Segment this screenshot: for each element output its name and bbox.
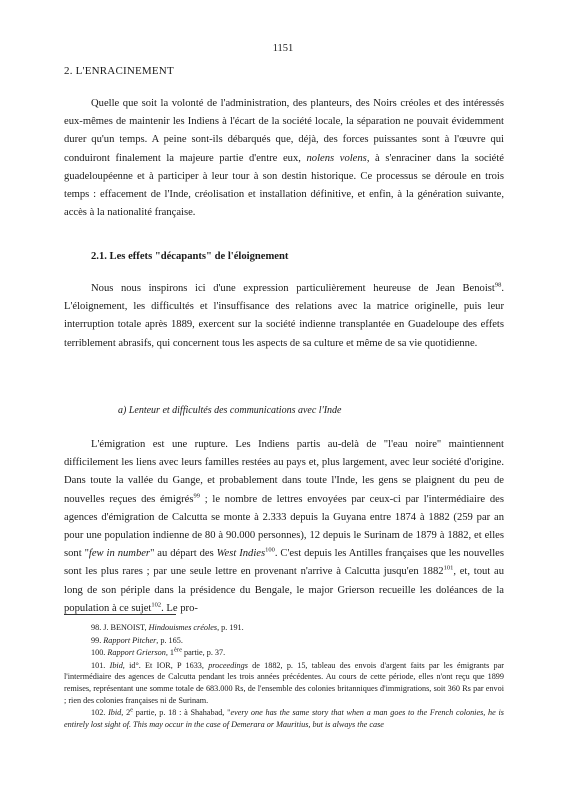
- italic-phrase: West Indies: [216, 548, 266, 560]
- footnote-99: [64, 635, 504, 647]
- paragraph-text: Quelle que soit la volonté de l'administration, des planteurs, des Noirs créoles et des intéressés eux-mêmes de maintenir les Indiens à l'écart de la société locale, la séparation ne pouvait évidemment durer qu'un temps. A peine sont-ils débarqués que, déjà, des forces puissantes sont à l'œuvre qui conduiront finalement la majeure partie d'entre eux,: [64, 98, 504, 164]
- paragraph-text: ; le nombre de lettres envoyées par ceux-ci par l'intermédiaire des agences d'émigration de Calcutta se monte à 2.333 depuis la Guyana entre 1874 à 1882 (259 par an pour une population indienne de 80 à 90.000 personnes), 12 depuis le Surinam de 1879 à 1882, et elles sont ": [64, 493, 504, 560]
- footnote-text: , id°. Et IOR, P 1633,: [122, 660, 209, 670]
- footnote-italic: Rapport Pitcher: [103, 635, 157, 645]
- footnote-101: [64, 660, 504, 706]
- footnotes: [64, 622, 504, 731]
- paragraph-text: , à s'enraciner dans la société guadeloupéenne et à participer à leur tour à son destin historique. Ce processus se déroule en trois temps : effacement de l'Inde, créolisation et installation définitive, et enfin, à la génération suivante, accès à la nationalité française.: [64, 152, 504, 219]
- footnote-text: 99.: [91, 635, 104, 645]
- footnote-98: [64, 622, 504, 634]
- footnote-italic: every one has the same story that when a man goes to the French colonies, he is entirely lost sight of. This may occur in the case of Demerara or Mauritius, but is always the case: [64, 708, 504, 729]
- paragraph-text: L'émigration est une rupture. Les Indiens partis au-delà de "l'eau noire" maintiennent difficilement les liens avec leurs familles restées au pays et, plus largement, avec leur société d'origine. Dans toute la vallée du Gange, et probablement dans toute l'Inde, les gens se plaignent du peu de nouvelles reçues des émigrés: [64, 439, 504, 505]
- footnote-text: 101.: [91, 660, 110, 670]
- page-number: 1151: [272, 43, 294, 54]
- footnote-italic: proceedings: [208, 660, 248, 670]
- footnote-divider: [64, 614, 176, 615]
- footnote-text: , p. 191.: [217, 623, 244, 632]
- paragraph-text: . C'est depuis les Antilles françaises que les nouvelles sont les plus rares ; par une seule lettre en provenant n'arrive à Calcutta jusqu'en 1882: [64, 548, 504, 578]
- subsubsection-title: a) Lenteur et difficultés des communications avec l'Inde: [118, 405, 342, 416]
- footnote-ref: 100: [265, 546, 275, 554]
- footnote-text: 98. J. BENOIST,: [91, 623, 149, 632]
- footnote-ref: 101: [443, 564, 454, 572]
- section-title: 2. L'ENRACINEMENT: [64, 65, 174, 77]
- footnote-superscript: ère: [174, 646, 182, 654]
- footnote-superscript: e: [130, 706, 134, 714]
- paragraph-emigration: [64, 436, 504, 618]
- footnote-ref: 102: [151, 601, 162, 609]
- footnote-text: 102.: [91, 708, 109, 718]
- footnote-text: partie, p. 18 : à Shahabad, ": [133, 708, 231, 718]
- footnote-text: partie, p. 37.: [181, 648, 226, 658]
- footnote-text: de 1882, p. 15, tableau des envois d'argent faits par les émigrants par l'intermédiaire des agences de Calcutta pendant les trois années précédentes. Au cours de cette période, elles n'ont reçu que 1899 remises, représentant une somme totale de 683.000 Rs, de l'ensemble des colonies britanniques d'immigrations, soit 360 Rs par envoi ; rien des colonies françaises ni de Surinam.: [64, 660, 504, 705]
- paragraph-benoist: [64, 280, 504, 353]
- paragraph-text: . L'éloignement, les difficultés et l'insuffisance des relations avec la matrice originelle, puis leur interruption totale après 1889, exercent sur la société indienne transplantée en Guadeloupe des effets terriblement abrasifs, qui concernent tous les aspects de sa culture et même de sa vie quotidienne.: [64, 283, 504, 349]
- paragraph-intro: [64, 95, 504, 222]
- footnote-ref: 98: [494, 281, 502, 289]
- footnote-text: , p. 165.: [156, 635, 183, 645]
- italic-phrase: nolens volens: [306, 152, 367, 164]
- footnote-italic: Rapport Grierson: [107, 648, 166, 658]
- footnote-ref: 99: [193, 492, 201, 500]
- footnote-102: [64, 707, 504, 730]
- subsection-title: 2.1. Les effets "décapants" de l'éloignement: [91, 251, 289, 262]
- italic-phrase: few in number: [88, 548, 151, 560]
- paragraph-text: . Le pro-: [161, 602, 198, 614]
- footnote-italic: Hindouismes créoles: [148, 623, 218, 632]
- footnote-text: , 1: [165, 648, 175, 658]
- footnote-text: 100.: [91, 648, 108, 658]
- footnote-italic: Ibid: [109, 660, 123, 670]
- footnote-text: , 2: [121, 708, 131, 718]
- paragraph-text: " au départ des: [150, 548, 217, 560]
- footnote-italic: Ibid: [108, 708, 122, 718]
- footnote-100: [64, 647, 504, 659]
- paragraph-text: , et, tout au long de son périple dans la présidence du Bengale, le major Grierson recueille les doléances de la population à ce sujet: [64, 566, 504, 614]
- paragraph-text: Nous nous inspirons ici d'une expression particulièrement heureuse de Jean Benoist: [91, 283, 495, 294]
